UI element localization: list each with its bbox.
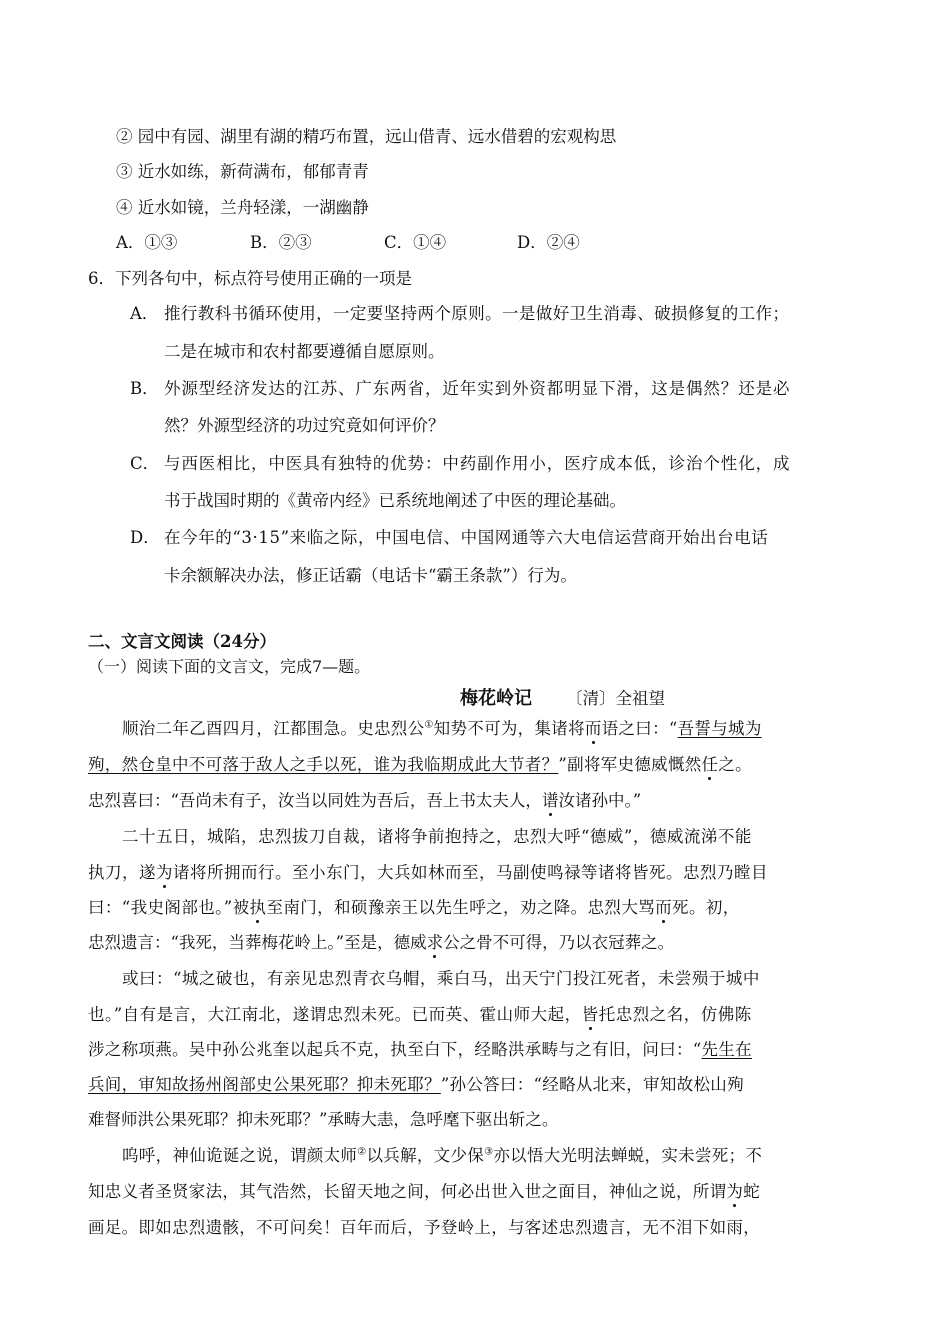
passage-p1-line2: 殉，然仓皇中不可落于敌人之手以死，谁为我临期成此大节者？”副将军史德威慨然任之。 — [88, 755, 752, 774]
dotted-char: 任 — [701, 755, 719, 774]
underlined-sentence-2a: 先生在 — [701, 1040, 752, 1059]
passage-p2-line2: 执刀，遂为诸将所拥而行。至小东门，大兵如林而至，马副使鸣禄等诸将皆死。忠烈乃瞠目 — [88, 863, 768, 882]
dotted-char: 求 — [426, 933, 444, 952]
q5-choice-b: B．②③ — [250, 233, 312, 252]
dotted-char: 而 — [584, 719, 602, 738]
underlined-sentence-1a: 吾誓与城为 — [677, 719, 762, 738]
footnote-3-marker: ③ — [484, 1146, 494, 1158]
passage-p4-line3: 画足。即如忠烈遗骸，不可问矣！百年而后，予登岭上，与客述忠烈遗言，无不泪下如雨， — [88, 1218, 760, 1237]
passage-p2-line3: 曰：“我史阁部也。”被执至南门，和硕豫亲王以先生呼之，劝之降。忠烈大骂而死。初， — [88, 898, 740, 917]
q6-option-a-line2: 二是在城市和农村都要遵循自愿原则。 — [164, 342, 445, 361]
passage-p3-line4: 兵间，审知故扬州阁部史公果死耶？抑未死耶？”孙公答曰：“经略从北来，审知故松山殉 — [88, 1075, 744, 1094]
section-subheading: （一）阅读下面的文言文，完成7—题。 — [88, 657, 371, 676]
q5-option-4: ④ 近水如镜，兰舟轻漾，一湖幽静 — [116, 198, 369, 217]
passage-header — [460, 688, 665, 710]
q6-option-c-line1: 与西医相比，中医具有独特的优势：中药副作用小，医疗成本低，诊治个性化，成 — [164, 454, 791, 473]
q6-option-d-line2: 卡余额解决办法，修正话霸（电话卡“霸王条款”）行为。 — [164, 566, 577, 585]
q6-option-c-label: C． — [130, 454, 160, 473]
passage-p1-line1: 顺治二年乙酉四月，江都围急。史忠烈公①知势不可为，集诸将而语之曰：“吾誓与城为 — [122, 719, 762, 738]
q6-option-c-line2: 书于战国时期的《黄帝内经》已系统地阐述了中医的理论基础。 — [164, 491, 626, 510]
section-heading: 二、文言文阅读（24分） — [88, 632, 276, 651]
q6-option-a-line1: 推行教科书循环使用，一定要坚持两个原则。一是做好卫生消毒、破损修复的工作； — [164, 304, 790, 323]
dotted-char: 执 — [249, 898, 267, 917]
passage-p2-line1: 二十五日，城陷，忠烈拔刀自裁，诸将争前抱持之，忠烈大呼“德威”，德威流涕不能 — [122, 827, 752, 846]
q6-option-b-line2: 然？外源型经济的功过究竟如何评价？ — [164, 416, 445, 435]
passage-author: 〔清〕全祖望 — [566, 689, 665, 708]
dotted-char: 谱 — [541, 791, 559, 810]
passage-title: 梅花岭记 — [460, 688, 532, 709]
dotted-char: 皆 — [581, 1005, 599, 1024]
underlined-sentence-1b: 殉，然仓皇中不可落于敌人之手以死，谁为我临期成此大节者？ — [88, 755, 559, 774]
passage-p3-line1: 或曰：“城之破也，有亲见忠烈青衣乌帽，乘白马，出天宁门投江死者，未尝殒于城中 — [122, 969, 760, 988]
underlined-sentence-2b: 兵间，审知故扬州阁部史公果死耶？抑未死耶？ — [88, 1075, 441, 1094]
q6-option-b-label: B． — [130, 379, 159, 398]
passage-p3-line5: 难督师洪公果死耶？抑未死耶？”承畴大恚，急呼麾下驱出斩之。 — [88, 1110, 559, 1129]
passage-p3-line2: 也。”自有是言，大江南北，遂谓忠烈未死。已而英、霍山师大起，皆托忠烈之名，仿佛陈 — [88, 1005, 752, 1024]
dotted-char: 为 — [726, 1182, 744, 1201]
q6-option-d-line1: 在今年的“3·15”来临之际，中国电信、中国网通等六大电信运营商开始出台电话 — [164, 528, 769, 547]
passage-p4-line2: 知忠义者圣贤家法，其气浩然，长留天地之间，何必出世入世之面目，神仙之说，所谓为蛇 — [88, 1182, 761, 1201]
passage-p4-line1: 呜呼，神仙诡诞之说，谓颜太师②以兵解，文少保③亦以悟大光明法蝉蜕，实未尝死；不 — [122, 1146, 763, 1165]
q5-option-3: ③ 近水如练，新荷满布，郁郁青青 — [116, 162, 369, 181]
passage-p3-line3: 涉之称项燕。吴中孙公兆奎以起兵不克，执至白下，经略洪承畴与之有旧，问曰：“先生在 — [88, 1040, 752, 1059]
dotted-char: 为 — [156, 863, 173, 882]
q5-choice-d: D．②④ — [517, 233, 580, 252]
q5-choice-c: C．①④ — [384, 233, 447, 252]
passage-p1-line3: 忠烈喜曰：“吾尚未有子，汝当以同姓为吾后，吾上书太夫人，谱汝诸孙中。” — [88, 791, 642, 810]
footnote-1-marker: ① — [424, 719, 434, 731]
q6-option-d-label: D． — [130, 528, 160, 547]
q6-stem: 6．下列各句中，标点符号使用正确的一项是 — [88, 269, 412, 288]
dotted-char: 而 — [655, 898, 673, 917]
q6-option-b-line1: 外源型经济发达的江苏、广东两省，近年实到外资都明显下滑，这是偶然？还是必 — [164, 379, 791, 398]
q5-choice-a: A．①③ — [116, 233, 178, 252]
q5-option-2: ② 园中有园、湖里有湖的精巧布置，远山借青、远水借碧的宏观构思 — [116, 127, 617, 146]
passage-p2-line4: 忠烈遗言：“我死，当葬梅花岭上。”至是，德威求公之骨不可得，乃以衣冠葬之。 — [88, 933, 675, 952]
footnote-2-marker: ② — [357, 1146, 367, 1158]
q6-option-a-label: A． — [130, 304, 159, 323]
